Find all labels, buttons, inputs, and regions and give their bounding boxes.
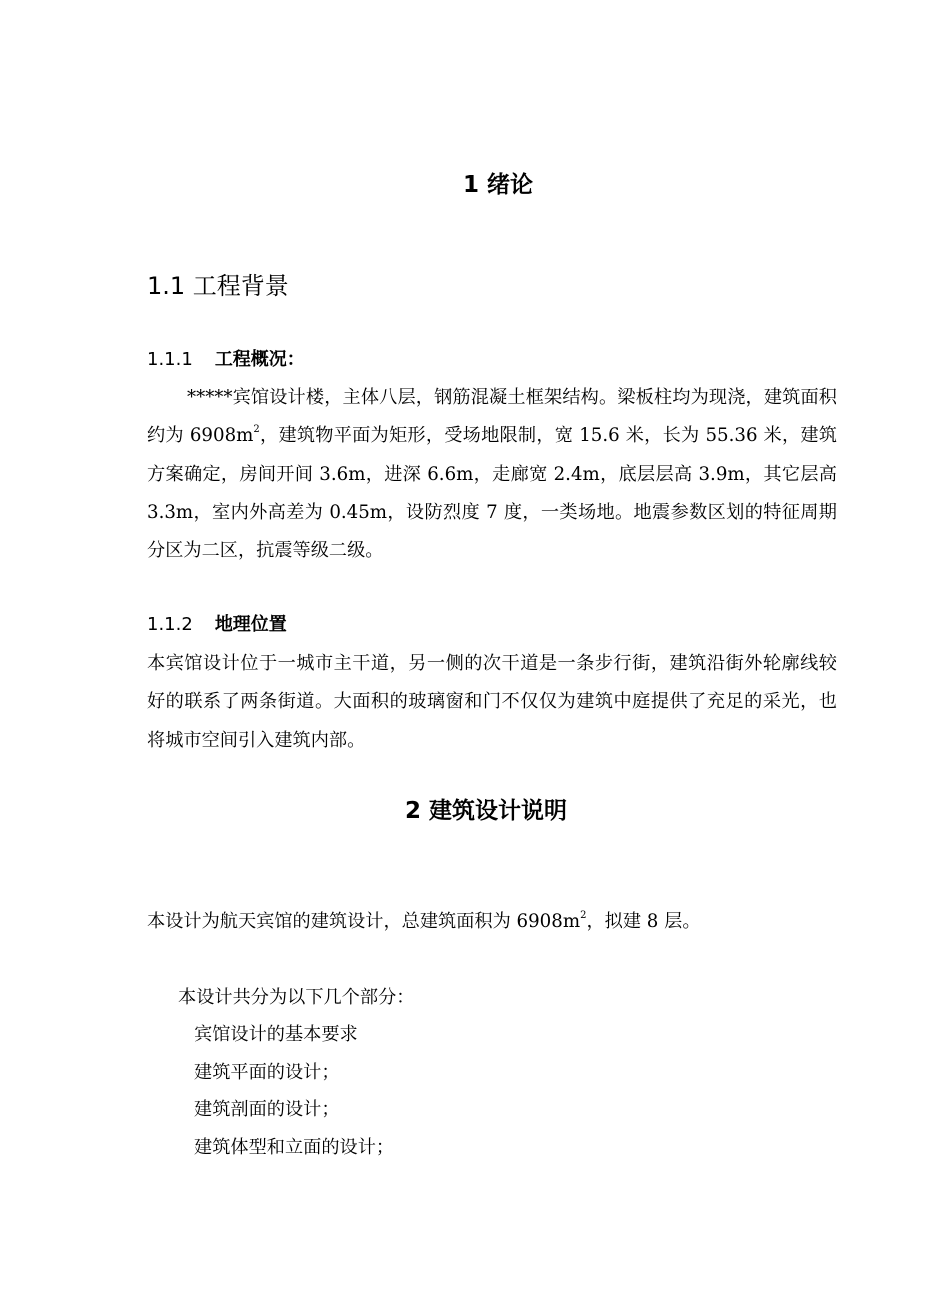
subsection-number: 1.1.1 xyxy=(147,349,193,370)
intro-text-part-2: ，拟建 8 层。 xyxy=(586,911,701,932)
chapter-2-title: 2 建筑设计说明 xyxy=(404,798,567,824)
subsection-number: 1.1.2 xyxy=(147,614,193,635)
chapter-1-title: 1 绪论 xyxy=(462,172,533,198)
list-item: 建筑剖面的设计； xyxy=(194,1099,340,1120)
area-unit-superscript: 2 xyxy=(253,424,260,436)
list-item: 宾馆设计的基本要求 xyxy=(194,1024,358,1045)
list-item: 建筑体型和立面的设计； xyxy=(194,1136,395,1158)
overview-text-part-2: ，建筑物平面为矩形，受场地限制，宽 15.6 米，长为 55.36 米，建筑方案确定，房间开间 3.6m，进深 6.6m，走廊宽 2.4m，底层层高 3.9m，其它层高 3.3m，室内外高差为 0.45m，设防烈度 7 度，一类场地。地震参数区划的特征周期分区为二区，抗震等级二级。 xyxy=(147,425,837,562)
overview-text-part-1: *****宾馆设计楼，主体八层，钢筋混凝土框架结构。梁板柱均为现浇，建筑面积约为 6908m xyxy=(147,387,837,447)
design-parts-list xyxy=(194,1016,394,1166)
design-intro-paragraph xyxy=(147,903,701,941)
subsection-1-1-1-heading xyxy=(147,348,305,372)
section-1-1-title: 1.1 工程背景 xyxy=(147,272,289,300)
area-unit-superscript: 2 xyxy=(580,909,587,921)
subsection-title: 地理位置 xyxy=(214,614,287,635)
project-overview-paragraph xyxy=(147,379,837,570)
intro-text-part-1: 本设计为航天宾馆的建筑设计，总建筑面积为 6908m xyxy=(147,911,581,932)
location-paragraph: 本宾馆设计位于一城市主干道，另一侧的次干道是一条步行街，建筑沿街外轮廓线较好的联系了两条街道。大面积的玻璃窗和门不仅仅为建筑中庭提供了充足的采光，也将城市空间引入建筑内部。 xyxy=(147,653,837,751)
list-item: 建筑平面的设计； xyxy=(194,1061,340,1083)
parts-list-intro: 本设计共分为以下几个部分： xyxy=(178,987,415,1008)
subsection-1-1-2-heading xyxy=(147,613,287,637)
subsection-title: 工程概况： xyxy=(214,349,305,370)
